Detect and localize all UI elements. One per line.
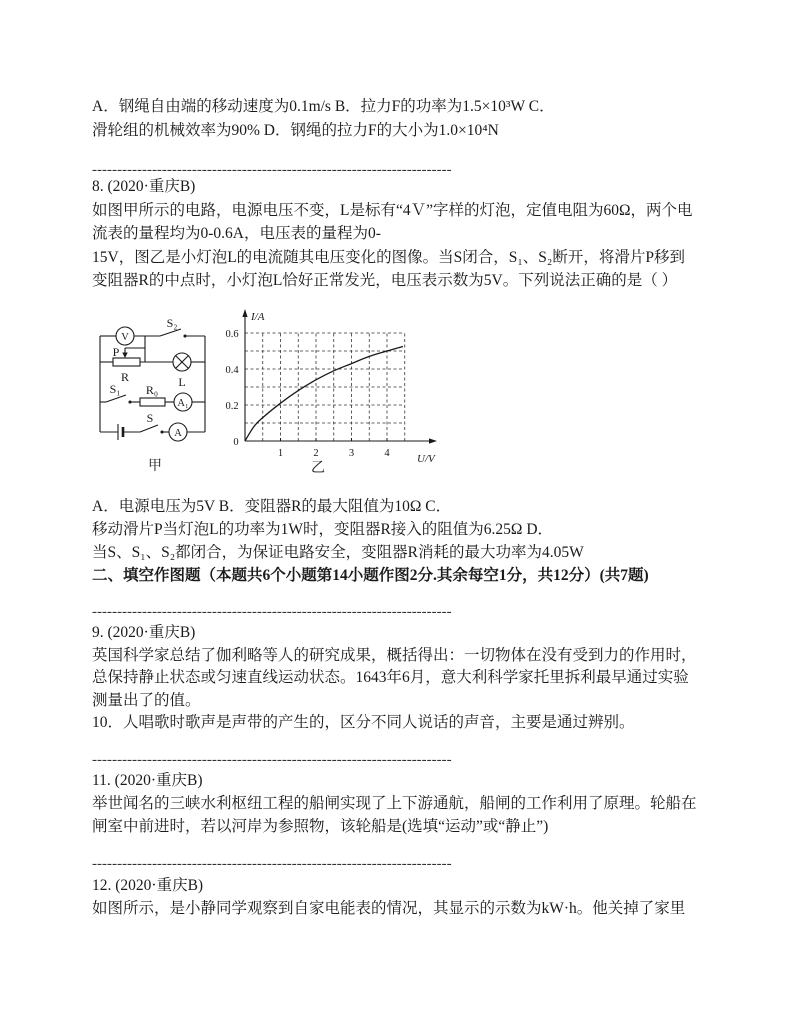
- ammeter-a1: [174, 393, 192, 411]
- question-9-line: 英国科学家总结了伽利略等人的研究成果，概括得出：一切物体在没有受到力的作用时，: [92, 646, 697, 664]
- x-tick-label: 1: [277, 448, 284, 459]
- switch-s-label: S: [146, 411, 154, 425]
- option-line: 滑轮组的机械效率为90% D．钢绳的拉力F的大小为1.0×10⁴N: [92, 122, 499, 139]
- question-11-line: 闸室中前进时，若以河岸为参照物，该轮船是(选填“运动”或“静止”): [92, 817, 549, 835]
- switch-s: [140, 425, 163, 433]
- voltmeter-v: [116, 327, 134, 345]
- rheostat-r: [113, 358, 140, 366]
- iu-curve: [245, 347, 403, 442]
- question-8-stem-line: 如图甲所示的电路，电源电压不变，L是标有“4Ｖ”字样的灯泡，定值电阻为60Ω，两个电: [92, 201, 693, 219]
- option-line: 当S、S₁、S₂都闭合，为保证电路安全，变阻器R消耗的最大功率为4.05W: [92, 543, 584, 561]
- circuit-caption: 甲: [148, 459, 162, 474]
- y-tick-label: 0.6: [225, 329, 239, 340]
- option-line: A．电源电压为5V B．变阻器R的最大阻值为10Ω C．: [92, 497, 452, 515]
- option-line: A．钢绳自由端的移动速度为0.1m/s B．拉力F的功率为1.5×10³W C．: [92, 98, 555, 115]
- origin-label: 0: [233, 437, 239, 448]
- question-8-options: [92, 495, 649, 587]
- graph-caption: 乙: [311, 461, 325, 475]
- voltmeter-label: V: [121, 332, 129, 343]
- switch-s1-label: S₁: [109, 382, 121, 396]
- x-tick-label: 3: [348, 448, 355, 459]
- battery: [118, 424, 123, 440]
- question-12-header: 12. (2020·重庆B): [92, 876, 204, 894]
- ammeter-a: [169, 423, 187, 441]
- circuit-diagram: [88, 305, 218, 475]
- question-8-stem-line: 流表的量程均为0-0.6A，电压表的量程为0-: [92, 225, 381, 242]
- option-line: 移动滑片P当灯泡L的功率为1W时，变阻器R接入的阻值为6.25Ω D．: [92, 520, 554, 538]
- x-tick-label: 4: [384, 448, 390, 459]
- resistor-r0: [140, 398, 165, 406]
- separator: ------------------------------------------------------------------------: [92, 856, 452, 872]
- question-12-line: 如图所示，是小静同学观察到自家电能表的情况，其显示的示数为kW·h。他关掉了家里: [92, 899, 686, 917]
- separator: ------------------------------------------------------------------------: [92, 752, 452, 768]
- question-9-line: 测量出了的值。: [92, 691, 201, 709]
- question-9-line: 总保持静止状态或匀速直线运动状态。1643年6月，意大利科学家托里拆利最早通过实验: [92, 669, 689, 686]
- question-8: [92, 175, 693, 293]
- resistor-r0-label: R₀: [145, 383, 159, 397]
- slider-p: [122, 348, 127, 358]
- switch-s1: [106, 395, 131, 403]
- y-tick-label: 0.4: [225, 365, 239, 376]
- question-11-header: 11. (2020·重庆B): [92, 771, 203, 789]
- separator: ------------------------------------------------------------------------: [92, 604, 452, 620]
- y-axis-label: I/A: [251, 311, 265, 323]
- x-axis-label: U/V: [417, 453, 435, 465]
- x-axis: [245, 438, 437, 443]
- question-8-stem-line: 变阻器R的中点时，小灯泡L恰好正常发光，电压表示数为5V。下列说法正确的是（ ）: [92, 272, 678, 289]
- x-tick-label: 2: [313, 448, 319, 459]
- question-9-header: 9. (2020·重庆B): [92, 624, 196, 641]
- question-7-options: [92, 95, 555, 143]
- y-tick-label: 0.2: [225, 401, 239, 412]
- question-9: [92, 622, 697, 735]
- question-11-line: 举世闻名的三峡水利枢纽工程的船闸实现了上下游通航，船闸的工作利用了原理。轮船在: [92, 794, 697, 812]
- question-10-line: 10．人唱歌时歌声是声带的产生的，区分不同人说话的声音，主要是通过辨别。: [92, 714, 635, 731]
- ammeter-a1-label: A₁: [177, 398, 189, 409]
- switch-s2: [160, 329, 186, 337]
- grid: [245, 333, 405, 441]
- question-8-header: 8. (2020·重庆B): [92, 178, 196, 195]
- question-12: [92, 874, 685, 920]
- y-axis: [242, 309, 247, 441]
- section-2-title: 二、填空作图题（本题共6个小题第14小题作图2分.其余每空1分，共12分）(共7题): [92, 566, 649, 584]
- ammeter-a-label: A: [174, 428, 182, 439]
- separator: ------------------------------------------------------------------------: [92, 162, 452, 178]
- switch-s2-label: S₂: [166, 316, 178, 330]
- question-11: [92, 769, 697, 838]
- question-8-stem-line: 15V，图乙是小灯泡L的电流随其电压变化的图像。当S闭合，S₁、S₂断开，将滑片P移到: [92, 248, 685, 266]
- slider-p-label: P: [112, 345, 120, 359]
- lamp-l: [173, 353, 191, 371]
- lamp-l-label: L: [178, 375, 186, 389]
- rheostat-r-label: R: [120, 370, 130, 384]
- iu-graph: [220, 305, 445, 475]
